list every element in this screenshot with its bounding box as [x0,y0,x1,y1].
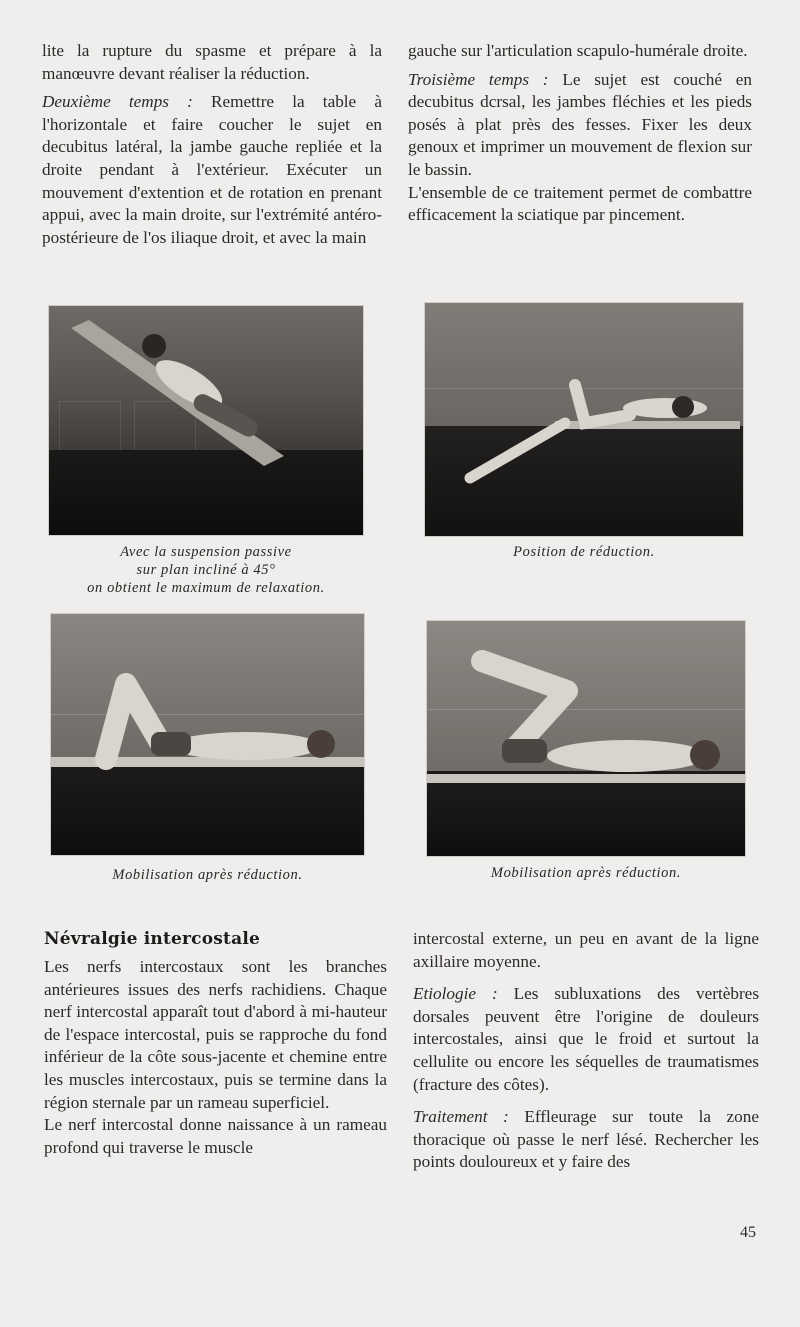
bottom-left-column [44,956,387,1159]
text-deuxieme-temps: Remettre la table à l'horizontale et faire coucher le sujet en decubitus latéral, la jambe gauche repliée et la droite pendant à l'extérieur. Exécuter un mouvement d'extention et de rotation en prenant appui, avec la main droite, sur l'extrémité antéro-postérieure de l'os iliaque droit, et avec la main [42,92,382,247]
paragraph-deuxieme-temps [42,91,382,249]
caption-photo-1-line-2: sur plan incliné à 45° [136,562,276,578]
paragraph-nerfs-intercostaux: Les nerfs intercostaux sont les branches antérieures issues des nerfs rachidiens. Chaque nerf intercostal apparaît tout d'abord à mi-hauteur de l'espace intercostal, puis se rapproche du fond inférieur de la côte sous-jacente et chemine entre les muscles intercostaux, puis se termine dans la région sternale par un rameau superficiel. [44,957,387,1112]
photo-position-reduction-figure [425,303,743,536]
caption-photo-1 [49,543,363,597]
paragraph-nerf-profond: Le nerf intercostal donne naissance à un rameau profond qui traverse le muscle [44,1115,387,1157]
caption-photo-4: Mobilisation après réduction. [490,865,682,881]
lead-deuxieme-temps: Deuxième temps : [42,92,193,112]
caption-photo-3: Mobilisation après réduction. [112,867,303,883]
photo-position-reduction [425,303,743,536]
text-traitement: Effleurage sur toute la zone thoracique où passe le nerf lésé. Rechercher les points douloureux et y faire des [413,1107,759,1172]
caption-photo-2: Position de réduction. [513,544,655,560]
photo-mobilisation-left-figure [51,614,364,855]
paragraph-traitement [413,1106,759,1174]
photo-mobilisation-left [51,614,364,855]
paragraph-troisieme-temps [408,69,752,182]
bottom-right-column [413,928,759,1174]
caption-photo-1-line-1: Avec la suspension passive [120,544,292,560]
paragraph-continuation-bottom: intercostal externe, un peu en avant de la ligne axillaire moyenne. [413,929,759,971]
lead-etiologie: Etiologie : [413,984,498,1004]
caption-photo-1-line-3: on obtient le maximum de relaxation. [87,580,325,596]
photo-inclined-plane [49,306,363,535]
top-right-column [408,40,752,227]
photo-mobilisation-right-figure [427,621,745,856]
lead-troisieme-temps: Troisième temps : [408,69,549,89]
text-troisieme-temps: Le sujet est couché en decubitus dcrsal, les jambes fléchies et les pieds posés à plat près des fesses. Fixer les deux genoux et imprimer un mouvement de flexion sur le bassin. [408,69,752,179]
section-heading: Névralgie intercostale [44,929,260,949]
paragraph-continuation: lite la rupture du spasme et prépare à la manœuvre devant réaliser la réduction. [42,41,382,83]
text-etiologie: Les subluxations des vertèbres dorsales peuvent être l'origine de douleurs intercostales, ainsi que le froid et surtout la cellulite ou encore les séquelles de traumatismes (fracture des côtes). [413,984,760,1094]
lead-traitement: Traitement : [413,1107,509,1127]
paragraph-etiologie [413,983,759,1096]
page-number: 45 [740,1224,756,1241]
photo-mobilisation-right [427,621,745,856]
photo-inclined-plane-figure [49,306,363,535]
top-left-column [42,40,382,249]
paragraph-continuation-right: gauche sur l'articulation scapulo-humérale droite. [408,41,748,60]
paragraph-ensemble: L'ensemble de ce traitement permet de combattre efficacement la sciatique par pincement. [408,182,752,225]
